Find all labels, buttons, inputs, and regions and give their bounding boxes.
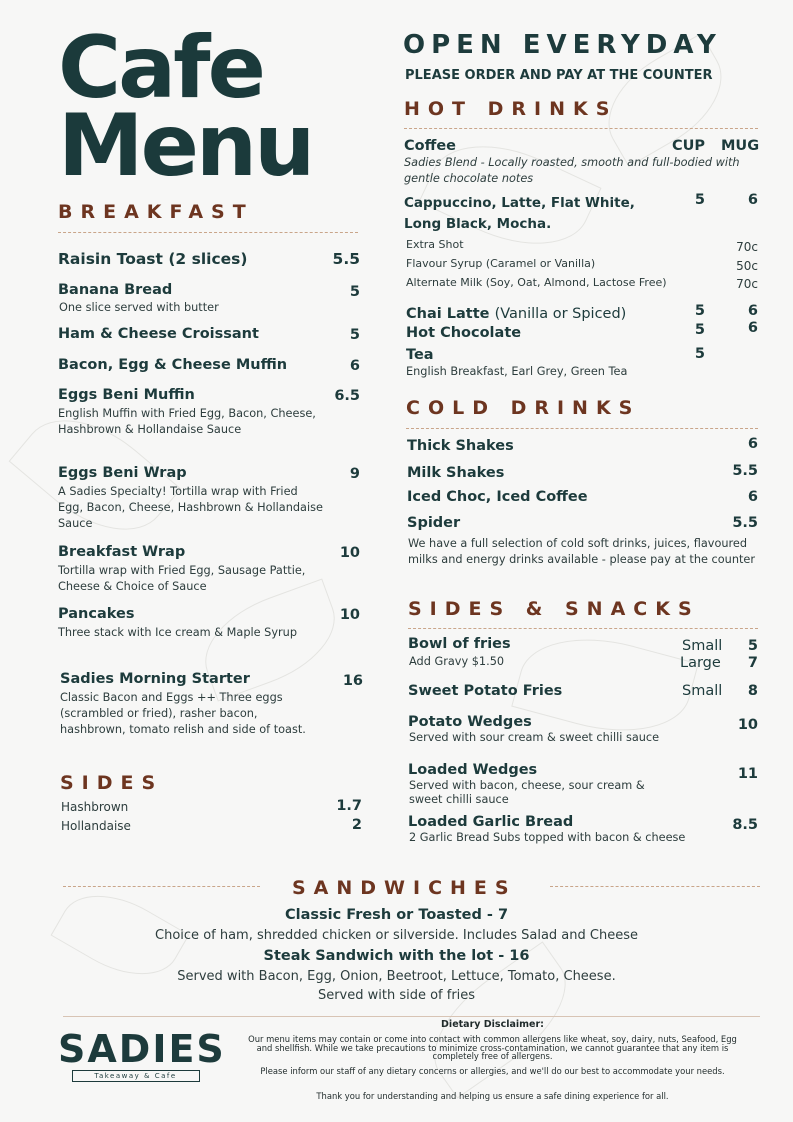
cold-drinks-heading: COLD DRINKS xyxy=(406,397,641,419)
sandwich-2-title: Steak Sandwich with the lot - 16 xyxy=(263,948,530,964)
extra-price: 70c xyxy=(736,277,758,291)
menu-item-name: Eggs Beni Wrap xyxy=(58,465,187,481)
menu-item-name: Breakfast Wrap xyxy=(58,544,186,560)
cold-item-name: Iced Choc, Iced Coffee xyxy=(407,489,588,505)
menu-item-desc: Classic Bacon and Eggs ++ Three eggs (scrambled or fried), rasher bacon, hashbrown, tomato relish and side of toast. xyxy=(60,691,306,736)
sweet-potato-price: 8 xyxy=(747,683,758,699)
wedges-price: 10 xyxy=(737,717,758,733)
sweet-potato-name: Sweet Potato Fries xyxy=(408,683,563,699)
fries-large-price: 7 xyxy=(747,655,758,671)
menu-item-price: 6.5 xyxy=(334,388,360,404)
logo-subtitle: Takeaway & Cafe xyxy=(72,1070,200,1082)
divider xyxy=(404,128,758,129)
tea-name: Tea xyxy=(406,347,434,363)
chai-suffix: (Vanilla or Spiced) xyxy=(494,306,627,322)
hot-chocolate-name: Hot Chocolate xyxy=(406,325,522,341)
fries-desc: Add Gravy $1.50 xyxy=(409,655,505,668)
sweet-potato-size: Small xyxy=(682,683,723,699)
fries-small-price: 5 xyxy=(747,638,758,654)
cold-item-price: 6 xyxy=(747,489,758,505)
divider xyxy=(63,886,260,887)
logo-text: SADIES xyxy=(58,1027,226,1071)
mug-label: MUG xyxy=(721,138,760,154)
disclaimer-text-2: Please inform our staff of any dietary concerns or allergies, and we'll do our best to accommodate your needs. xyxy=(260,1066,725,1076)
coffee-name: Coffee xyxy=(404,138,457,154)
extra-price: 70c xyxy=(736,240,758,254)
menu-item-name: Ham & Cheese Croissant xyxy=(58,326,259,342)
wedges-name: Potato Wedges xyxy=(408,714,532,730)
sadies-logo xyxy=(58,1027,226,1082)
divider xyxy=(550,886,760,887)
sides-snacks-heading: SIDES & SNACKS xyxy=(408,598,700,620)
menu-item-name: Bacon, Egg & Cheese Muffin xyxy=(58,357,288,373)
menu-item-desc: One slice served with butter xyxy=(59,301,219,314)
menu-item-price: 5 xyxy=(349,327,360,343)
extra-price: 50c xyxy=(736,259,758,273)
menu-item-name: Raisin Toast (2 slices) xyxy=(58,250,248,268)
fries-small-label: Small xyxy=(682,638,723,654)
hot-drinks-heading: HOT DRINKS xyxy=(404,98,618,120)
coffee-cup-price: 5 xyxy=(694,192,705,208)
side-item-name: Hollandaise xyxy=(61,819,131,833)
menu-item-price: 5.5 xyxy=(332,250,360,268)
side-item-name: Hashbrown xyxy=(61,800,129,814)
order-note: PLEASE ORDER AND PAY AT THE COUNTER xyxy=(405,68,713,83)
menu-item-price: 10 xyxy=(339,607,360,623)
disclaimer-text-3: Thank you for understanding and helping us ensure a safe dining experience for all. xyxy=(316,1091,669,1101)
divider xyxy=(408,628,758,629)
cold-item-price: 6 xyxy=(747,436,758,452)
menu-item-name: Eggs Beni Muffin xyxy=(58,387,195,403)
chai-cup-price: 5 xyxy=(694,303,705,319)
breakfast-heading: BREAKFAST xyxy=(58,201,254,223)
coffee-varieties: Cappuccino, Latte, Flat White, Long Black, Mocha. xyxy=(404,195,635,232)
hot-chocolate-mug-price: 6 xyxy=(747,320,758,336)
loaded-wedges-price: 11 xyxy=(737,766,758,782)
cold-item-price: 5.5 xyxy=(732,515,758,531)
cold-item-price: 5.5 xyxy=(732,463,758,479)
chai-name: Chai Latte xyxy=(406,306,490,322)
coffee-mug-price: 6 xyxy=(747,192,758,208)
tea-desc: English Breakfast, Earl Grey, Green Tea xyxy=(406,365,628,378)
divider xyxy=(58,232,358,233)
menu-item-price: 6 xyxy=(349,358,360,374)
sandwich-2-desc2: Served with side of fries xyxy=(317,988,476,1003)
garlic-bread-name: Loaded Garlic Bread xyxy=(408,814,574,830)
title-menu: Menu xyxy=(58,96,313,196)
sandwich-1-desc: Choice of ham, shredded chicken or silverside. Includes Salad and Cheese xyxy=(155,928,638,943)
menu-item-desc: Tortilla wrap with Fried Egg, Sausage Pattie, Cheese & Choice of Sauce xyxy=(58,564,306,593)
menu-item-desc: Three stack with Ice cream & Maple Syrup xyxy=(58,626,297,639)
side-item-price: 2 xyxy=(351,817,362,833)
menu-item-name: Sadies Morning Starter xyxy=(60,671,250,687)
menu-item-price: 16 xyxy=(342,673,363,689)
disclaimer-text-1: Our menu items may contain or come into contact with common allergens like wheat, soy, dairy, nuts, Seafood, Egg and shellfish. While we take precautions to minimize cross-contamination, we cannot guarantee that any item is completely free of allergens. xyxy=(248,1034,737,1061)
fries-name: Bowl of fries xyxy=(408,636,511,652)
tea-cup-price: 5 xyxy=(694,346,705,362)
extra-name: Alternate Milk (Soy, Oat, Almond, Lactose Free) xyxy=(406,276,667,289)
extra-name: Flavour Syrup (Caramel or Vanilla) xyxy=(406,257,596,270)
cold-item-name: Thick Shakes xyxy=(407,438,514,454)
loaded-wedges-name: Loaded Wedges xyxy=(408,762,538,778)
chai-mug-price: 6 xyxy=(747,303,758,319)
fries-large-label: Large xyxy=(680,655,721,671)
menu-item-desc: English Muffin with Fried Egg, Bacon, Cheese, Hashbrown & Hollandaise Sauce xyxy=(58,407,316,436)
menu-item-name: Pancakes xyxy=(58,606,135,622)
wedges-desc: Served with sour cream & sweet chilli sauce xyxy=(409,731,660,744)
garlic-bread-price: 8.5 xyxy=(732,817,758,833)
cup-label: CUP xyxy=(672,138,706,154)
side-item-price: 1.7 xyxy=(336,798,362,814)
disclaimer-title: Dietary Disclaimer: xyxy=(441,1019,544,1030)
title-cafe: Cafe xyxy=(58,18,263,118)
sandwich-1-title: Classic Fresh or Toasted - 7 xyxy=(284,907,509,923)
sides-heading: SIDES xyxy=(60,772,164,794)
coffee-desc: Sadies Blend - Locally roasted, smooth and full-bodied with gentle chocolate notes xyxy=(404,156,740,185)
cold-item-name: Milk Shakes xyxy=(407,465,505,481)
extra-name: Extra Shot xyxy=(406,238,464,251)
sandwiches-heading: SANDWICHES xyxy=(292,877,517,899)
menu-item-desc: A Sadies Specialty! Tortilla wrap with Fried Egg, Bacon, Cheese, Hashbrown & Hollandaise Sauce xyxy=(58,485,323,530)
cold-drinks-note: We have a full selection of cold soft drinks, juices, flavoured milks and energy drinks available - please pay at the counter xyxy=(408,537,755,566)
menu-item-price: 5 xyxy=(349,284,360,300)
hot-chocolate-cup-price: 5 xyxy=(694,322,705,338)
loaded-wedges-desc: Served with bacon, cheese, sour cream & sweet chilli sauce xyxy=(409,779,645,806)
cold-item-name: Spider xyxy=(407,515,461,531)
open-everyday: OPEN EVERYDAY xyxy=(403,30,722,60)
chai-latte xyxy=(406,303,626,322)
sandwich-2-desc1: Served with Bacon, Egg, Onion, Beetroot, Lettuce, Tomato, Cheese. xyxy=(177,969,616,984)
menu-item-price: 10 xyxy=(339,545,360,561)
menu-item-name: Banana Bread xyxy=(58,282,173,298)
garlic-bread-desc: 2 Garlic Bread Subs topped with bacon & cheese xyxy=(409,831,686,844)
footer-divider xyxy=(63,1016,760,1017)
menu-item-price: 9 xyxy=(349,466,360,482)
divider xyxy=(406,428,758,429)
